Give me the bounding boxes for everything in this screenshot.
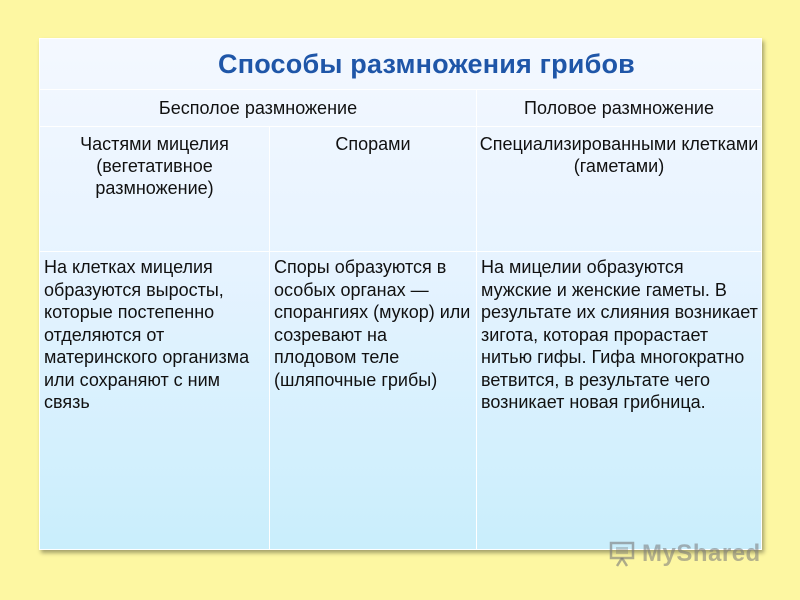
description-mycelium: На клетках мицелия образуются выросты, которые постепенно отделяются от материнского организма или сохраняют с ним связь	[40, 252, 270, 550]
column-heading-spores: Спорами	[270, 127, 477, 252]
header-asexual: Бесполое размножение	[40, 90, 477, 127]
reproduction-table	[39, 38, 762, 550]
watermark-text: MyShared	[642, 540, 761, 567]
description-gametes: На мицелии образуются мужские и женские гаметы. В результате их слияния возникает зигота, которая прорастает нитью гифы. Гифа многократно ветвится, в результате чего возникает новая грибница.	[477, 252, 762, 550]
category-header-row	[40, 90, 762, 127]
page-title: Способы размножения грибов	[218, 48, 635, 79]
column-heading-gametes: Специализированными клетками (гаметами)	[477, 127, 762, 252]
description-spores: Споры образуются в особых органах — спорангиях (мукор) или созревают на плодовом теле (шляпочные грибы)	[270, 252, 477, 550]
title-row	[40, 39, 762, 90]
method-header-row	[40, 127, 762, 252]
presentation-board-icon	[608, 541, 636, 567]
header-sexual: Половое размножение	[477, 90, 762, 127]
description-row	[40, 252, 762, 550]
title-cell	[40, 39, 762, 90]
watermark	[608, 537, 761, 571]
column-heading-mycelium: Частями мицелия (вегетативное размножение)	[40, 127, 270, 252]
